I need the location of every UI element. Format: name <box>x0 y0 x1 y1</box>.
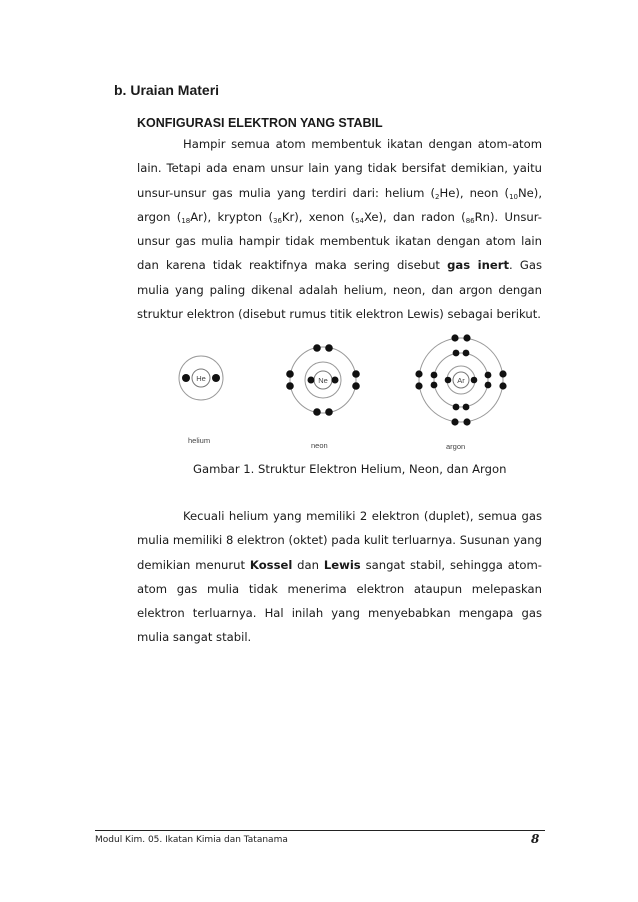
electron-dot <box>352 382 360 390</box>
electron-dot <box>463 418 470 425</box>
electron-dot <box>463 350 470 357</box>
electron-dot <box>499 370 506 377</box>
para1-text-4: Ar), krypton ( <box>190 209 273 224</box>
para1-text-3: Ne), argon ( <box>137 185 542 224</box>
section-title: b. Uraian Materi <box>114 82 220 98</box>
argon-label: argon <box>446 442 466 451</box>
para2-text-3: sangat stabil, sehingga atom-atom gas mulia tidak menerima elektron ataupun melepaskan elektron terluarnya. Hal inilah yang menyebabkan mengapa gas mulia sangat stabil. <box>137 557 542 645</box>
electron-dot <box>415 370 422 377</box>
term-lewis: Lewis <box>323 557 361 572</box>
para1-text-8: . Gas mulia yang paling dikenal adalah helium, neon, dan argon dengan struktur elektron (disebut rumus titik elektron Lewis) sebagai berikut. <box>137 258 542 322</box>
subsection-title: KONFIGURASI ELEKTRON YANG STABIL <box>137 116 383 130</box>
electron-dot <box>313 344 321 352</box>
neon-atomic-number: 10 <box>509 192 518 201</box>
electron-dot <box>485 382 492 389</box>
para2-text-1: Kecuali helium yang memiliki 2 elektron (duplet), semua gas mulia memiliki 8 elektron (oktet) pada kulit terluarnya. Susunan yang demikian menurut <box>137 509 542 572</box>
electron-dot <box>453 350 460 357</box>
electron-dot <box>325 344 333 352</box>
electron-dot <box>499 382 506 389</box>
helium-atom-diagram <box>179 356 223 445</box>
paragraph-stability <box>137 504 542 650</box>
electron-dot <box>415 382 422 389</box>
radon-atomic-number: 86 <box>465 216 475 225</box>
electron-dot <box>308 377 315 384</box>
para1-text-6: Xe), dan radon ( <box>363 209 466 224</box>
electron-dot <box>463 334 470 341</box>
argon-atomic-number: 18 <box>181 216 191 225</box>
para1-text-5: Kr), xenon ( <box>281 209 356 224</box>
argon-atom-diagram <box>415 334 506 451</box>
electron-dot <box>445 377 452 384</box>
para1-text-7: Rn). Unsur-unsur gas mulia hampir tidak membentuk ikatan dengan atom lain dan karena tidak reaktifnya maka sering disebut <box>137 209 542 273</box>
term-gas-inert: gas inert <box>447 258 510 273</box>
paragraph-intro <box>137 132 542 326</box>
electron-dot <box>431 372 438 379</box>
para1-text-1: Hampir semua atom membentuk ikatan dengan atom-atom lain. Tetapi ada enam unsur lain yang tidak bersifat demikian, yaitu unsur-unsur gas mulia yang terdiri dari: helium ( <box>137 137 542 200</box>
argon-nucleus-symbol: Ar <box>457 376 465 385</box>
footer-divider <box>95 830 545 831</box>
footer-module-title: Modul Kim. 05. Ikatan Kimia dan Tatanama <box>95 835 288 845</box>
helium-label: helium <box>188 436 211 445</box>
electron-dot <box>463 404 470 411</box>
helium-atomic-number: 2 <box>435 192 440 201</box>
helium-nucleus-symbol: He <box>196 374 206 383</box>
neon-atom-diagram <box>286 344 360 450</box>
neon-label: neon <box>311 441 328 450</box>
electron-dot <box>332 377 339 384</box>
electron-dot <box>451 418 458 425</box>
term-kossel: Kossel <box>249 557 293 572</box>
electron-dot <box>451 334 458 341</box>
electron-dot <box>286 370 294 378</box>
electron-dot <box>431 382 438 389</box>
electron-structure-figure <box>176 330 536 460</box>
electron-dot <box>471 377 478 384</box>
page-number: 8 <box>531 832 540 846</box>
electron-dot <box>212 374 220 382</box>
electron-dot <box>453 404 460 411</box>
xenon-atomic-number: 54 <box>355 216 364 225</box>
electron-dot <box>352 370 360 378</box>
figure-caption: Gambar 1. Struktur Elektron Helium, Neon, dan Argon <box>193 462 507 476</box>
electron-dot <box>182 374 190 382</box>
electron-dot <box>485 372 492 379</box>
para2-text-2: dan <box>292 557 324 572</box>
electron-dot <box>313 408 321 416</box>
electron-dot <box>286 382 294 390</box>
krypton-atomic-number: 36 <box>272 216 282 225</box>
electron-dot <box>325 408 333 416</box>
para1-text-2: He), neon ( <box>439 185 510 200</box>
neon-nucleus-symbol: Ne <box>318 376 328 385</box>
